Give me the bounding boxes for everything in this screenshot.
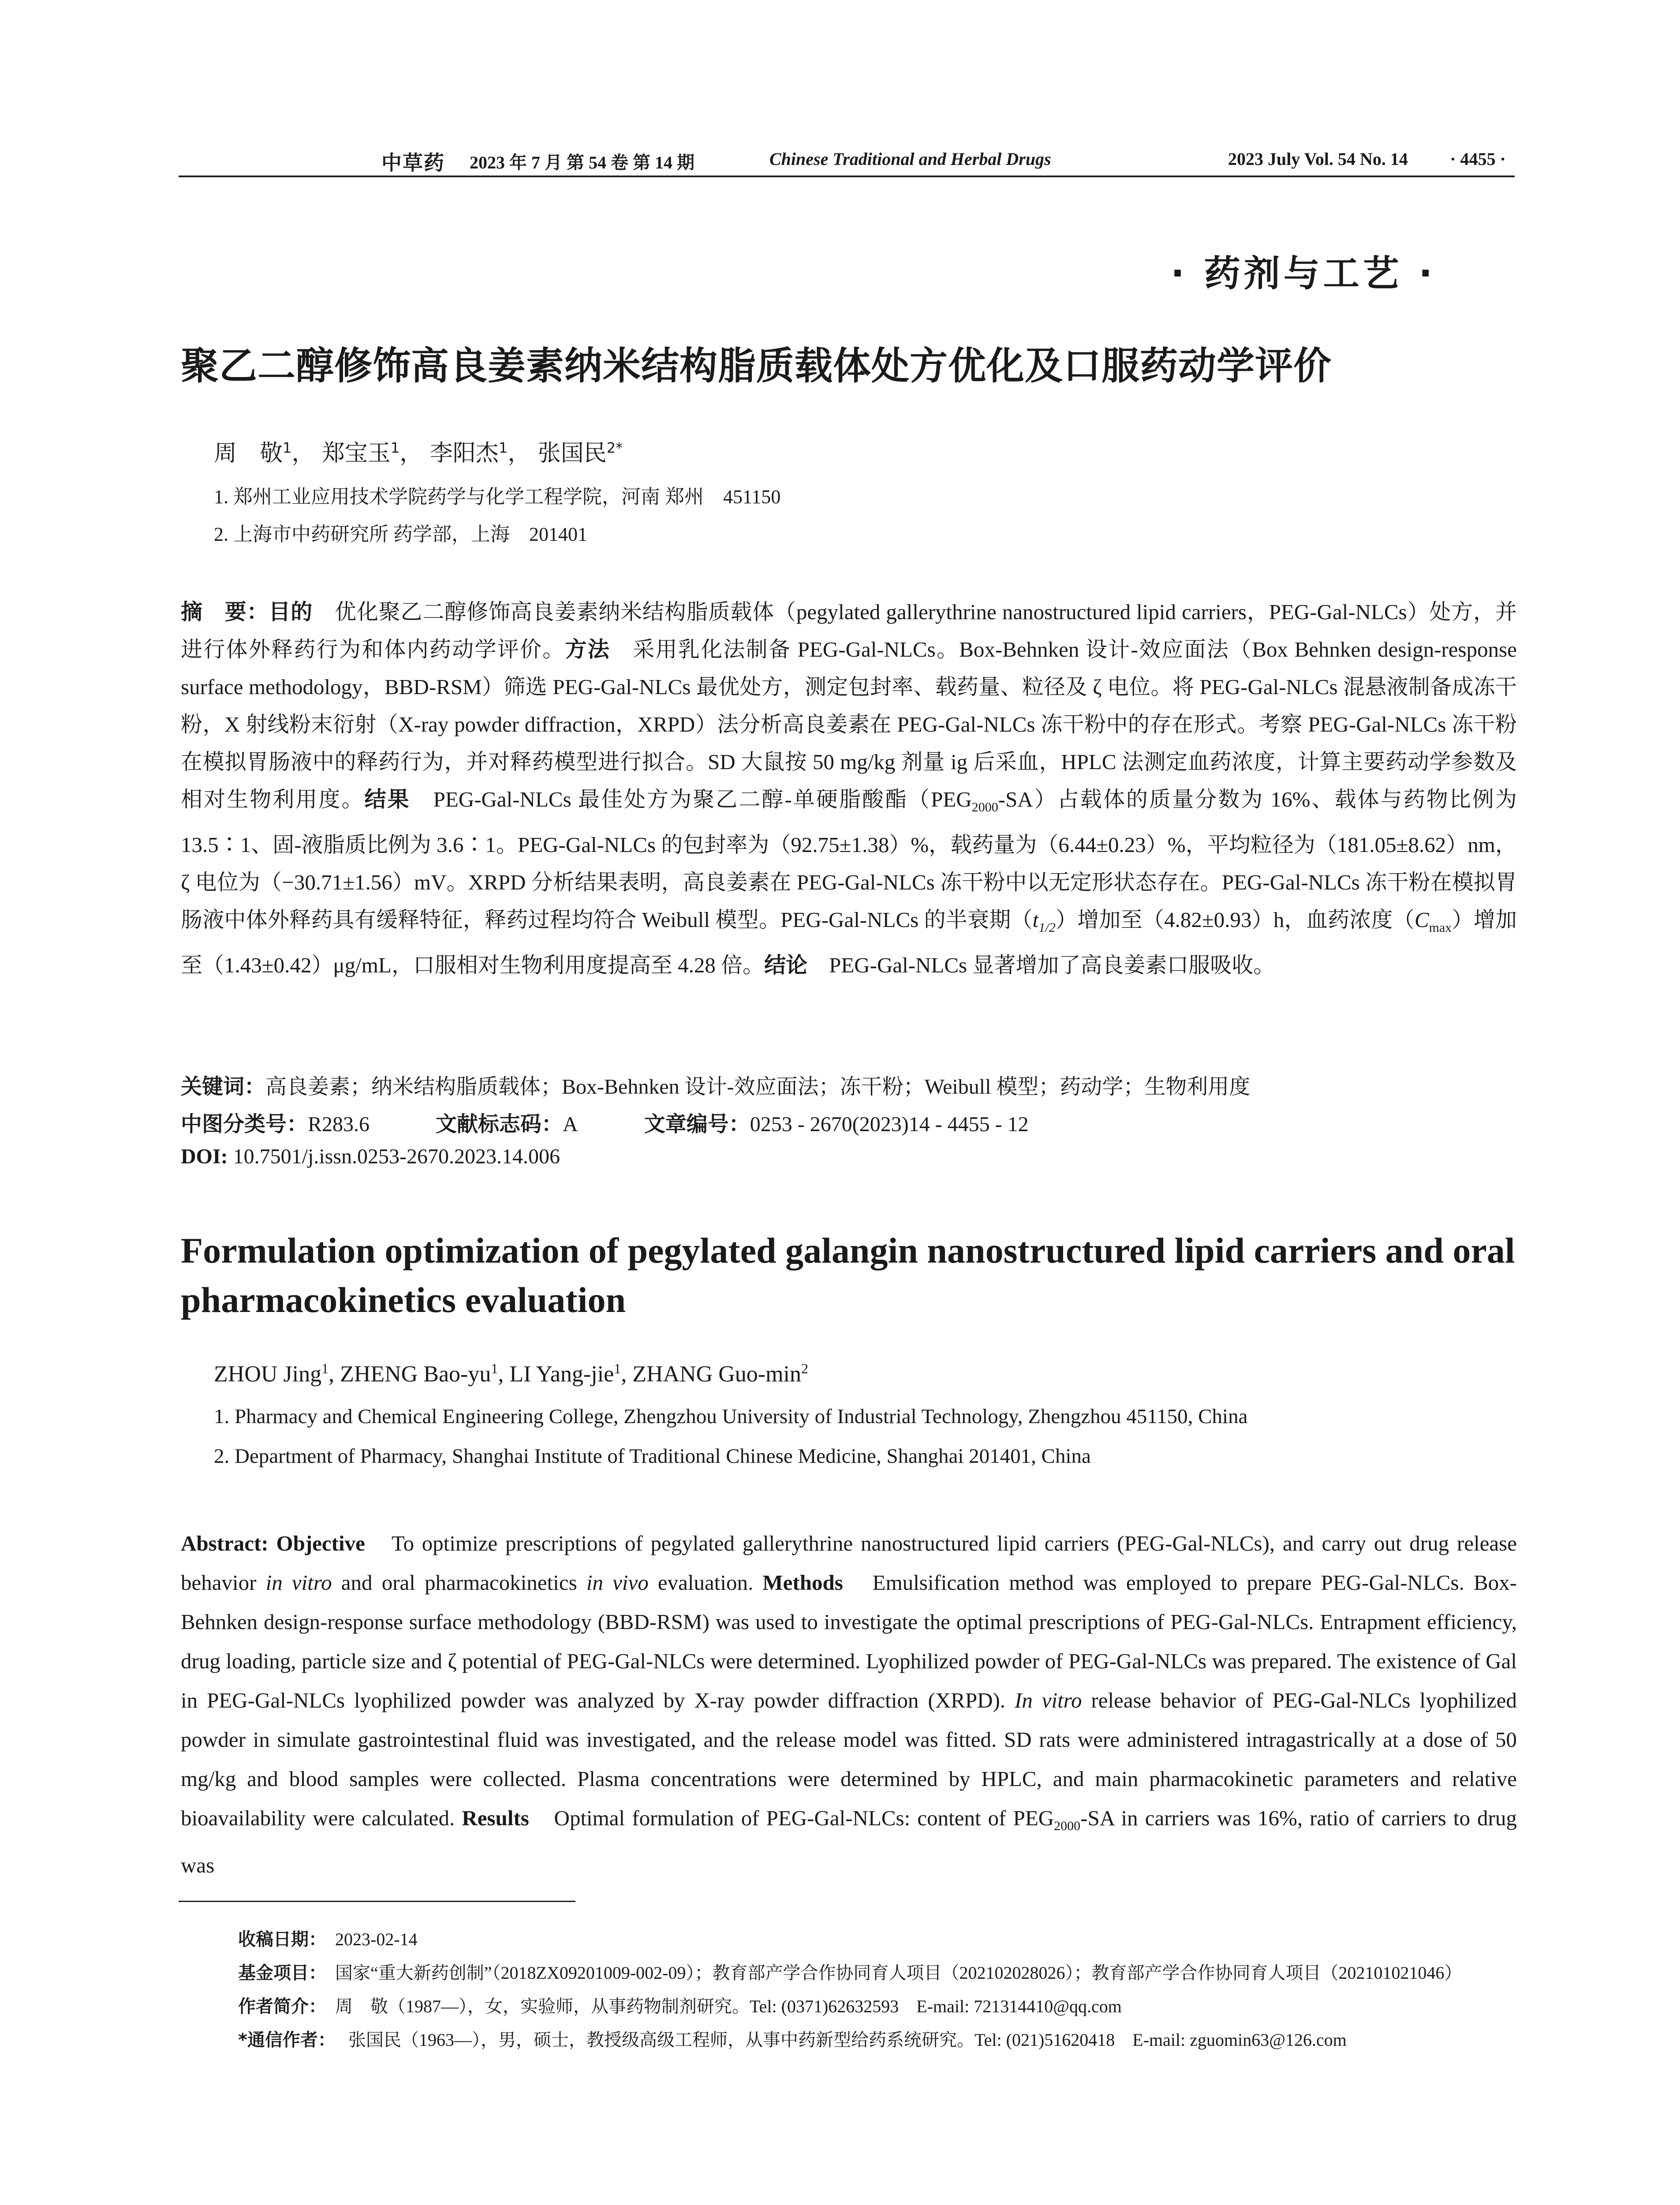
abstract-cn bbox=[181, 593, 1517, 984]
author-name: ZHOU Jing bbox=[214, 1361, 322, 1387]
classification-line bbox=[181, 1107, 1029, 1137]
author-name: 周 敬 bbox=[214, 440, 283, 467]
results-subscript: 2000 bbox=[971, 800, 998, 815]
methods-text: 采用乳化法制备 PEG-Gal-NLCs。Box-Behnken 设计-效应面法（Box Behnken design-response surface methodology，BBD-RSM）筛选 PEG-Gal-NLCs 最优处方，测定包封率、载药量、粒径及 ζ 电位。将 PEG-Gal-NLCs 混悬液制备成冻干粉，X 射线粉末衍射（X-ray powder diffraction，XRPD）法分析高良姜素在 PEG-Gal-NLCs 冻干粉中的存在形式。考察 PEG-Gal-NLCs 冻干粉在模拟胃肠液中的释药行为，并对释药模型进行拟合。SD 大鼠按 50 mg/kg 剂量 ig 后采血，HPLC 法测定血药浓度，计算主要药动学参数及相对生物利用度。 bbox=[181, 637, 1517, 811]
footnote-text: 国家“重大新药创制”（2018ZX09201009-002-09）；教育部产学合作协同育人项目（202102028026）；教育部产学合作协同育人项目（202101021046） bbox=[335, 1963, 1462, 1983]
author-affiliation-mark: 1 bbox=[321, 1360, 329, 1376]
title-en: Formulation optimization of pegylated galangin nanostructured lipid carriers and oral pharmacokinetics evaluation bbox=[181, 1230, 1515, 1320]
issue-info-cn: 2023 年 7 月 第 54 卷 第 14 期 bbox=[470, 153, 694, 172]
authors-cn: 周 敬$^1$， 郑宝玉$^1$， 李阳杰$^1$， 张国民$^{2*}$ bbox=[214, 439, 623, 467]
cmax-symbol: C bbox=[1414, 907, 1429, 932]
doi-line bbox=[181, 1144, 560, 1169]
journal-name-cn: 中草药 bbox=[381, 152, 445, 174]
conclusion-text: PEG-Gal-NLCs 显著增加了高良姜素口服吸收。 bbox=[807, 953, 1275, 977]
author-affiliation-mark: 2* bbox=[606, 439, 623, 456]
results-en-text: Optimal formulation of PEG-Gal-NLCs: content of PEG bbox=[529, 1806, 1054, 1830]
keywords-cn bbox=[181, 1069, 1250, 1100]
footnote-label: 收稿日期： bbox=[238, 1929, 326, 1950]
results-text: PEG-Gal-NLCs 最佳处方为聚乙二醇-单硬脂酸酯（PEG bbox=[410, 787, 972, 811]
page-number: · 4455 · bbox=[1450, 149, 1506, 169]
footnote-label: 基金项目： bbox=[238, 1963, 326, 1983]
results-en-label: Results bbox=[462, 1806, 529, 1830]
footnote-text: 张国民（1963—），男，硕士，教授级高级工程师，从事中药新型给药系统研究。Tel: (021)51620418 E-mail: zguomin63@126.com bbox=[348, 2030, 1347, 2050]
in-vitro-term: In vitro bbox=[1015, 1688, 1082, 1712]
objective-label: 目的 bbox=[269, 599, 313, 624]
results-text: -SA）占载体的质量分数为 16%、载体与药物比例为 13.5∶1、固-液脂质比例为 3.6∶1。PEG-Gal-NLCs 的包封率为（92.75±1.38）%，载药量为（6.44±0.23）%，平均粒径为（181.05±8.62）nm，ζ 电位为（−30.71±1.56）mV。XRPD 分析结果表明，高良姜素在 PEG-Gal-NLCs 冻干粉中以无定形状态存在。PEG-Gal-NLCs 冻干粉在模拟胃肠液中体外释药具有缓释特征，释药过程均符合 Weibull 模型。PEG-Gal-NLCs 的半衰期（ bbox=[181, 787, 1517, 932]
affiliation-cn-1: 1. 郑州工业应用技术学院药学与化学工程学院，河南 郑州 451150 bbox=[214, 486, 781, 508]
methods-en-text: release behavior of PEG-Gal-NLCs lyophilized powder in simulate gastrointestinal fluid was investigated, and the release model was fitted. SD rats were administered intragastrically at a dose of 50 mg/kg and blood samples were collected. Plasma concentrations were determined by HPLC, and main pharmacokinetic parameters and relative bioavailability were calculated. bbox=[181, 1688, 1517, 1830]
running-header bbox=[179, 143, 1515, 174]
results-text: ）增加至（4.82±0.93）h，血药浓度（ bbox=[1055, 907, 1415, 932]
results-en-text: -SA in carriers was 16%, ratio of carriers to drug was bbox=[181, 1806, 1517, 1877]
footnote-rule bbox=[179, 1901, 575, 1902]
author-name: ZHENG Bao-yu bbox=[340, 1361, 491, 1387]
footnote-corresponding bbox=[238, 2023, 1517, 2057]
results-en-subscript: 2000 bbox=[1054, 1818, 1081, 1833]
keywords-label: 关键词： bbox=[181, 1074, 266, 1099]
results-text: ）增加至（1.43±0.42）μg/mL，口服相对生物利用度提高至 4.28 倍。 bbox=[181, 907, 1517, 977]
half-life-symbol: t bbox=[1032, 907, 1039, 932]
document-code-value: A bbox=[563, 1113, 578, 1136]
methods-en-text: Emulsification method was employed to prepare PEG-Gal-NLCs. Box-Behnken design-response surface methodology (BBD-RSM) was used to investigate the optimal prescriptions of PEG-Gal-NLCs. Entrapment efficiency, drug loading, particle size and ζ potential of PEG-Gal-NLCs were determined. Lyophilized powder of PEG-Gal-NLCs was prepared. The existence of Gal in PEG-Gal-NLCs lyophilized powder was analyzed by X-ray powder diffraction (XRPD). bbox=[181, 1570, 1517, 1712]
objective-en-text: and oral pharmacokinetics bbox=[332, 1570, 586, 1595]
author-affiliation-mark: 2 bbox=[801, 1360, 808, 1376]
clc-value: R283.6 bbox=[308, 1113, 370, 1136]
author-name: 张国民 bbox=[538, 440, 607, 467]
author-affiliation-mark: 1 bbox=[498, 439, 508, 456]
article-number-label: 文章编号： bbox=[644, 1112, 750, 1136]
cmax-subscript: max bbox=[1429, 920, 1452, 935]
footnote-label: *通信作者： bbox=[238, 2030, 336, 2050]
abstract-en-label: Abstract: Objective bbox=[181, 1531, 365, 1555]
header-rule bbox=[179, 176, 1515, 177]
section-tag: · 药剂与工艺 · bbox=[1171, 253, 1436, 295]
footnote-received bbox=[238, 1923, 1517, 1956]
author-affiliation-mark: 1 bbox=[390, 439, 400, 456]
document-code-label: 文献标志码： bbox=[436, 1112, 563, 1136]
abstract-en bbox=[181, 1524, 1517, 1885]
footnote-text: 2023-02-14 bbox=[335, 1929, 418, 1949]
author-name: 李阳杰 bbox=[429, 440, 499, 467]
conclusion-label: 结论 bbox=[764, 952, 808, 978]
author-name: ZHANG Guo-min bbox=[632, 1361, 801, 1387]
clc-label: 中图分类号： bbox=[181, 1112, 308, 1136]
footnote-funding bbox=[238, 1956, 1517, 1990]
journal-name-en: Chinese Traditional and Herbal Drugs bbox=[769, 149, 1051, 169]
title-cn: 聚乙二醇修饰高良姜素纳米结构脂质载体处方优化及口服药动学评价 bbox=[181, 344, 1332, 388]
methods-label: 方法 bbox=[565, 637, 611, 662]
methods-en-label: Methods bbox=[762, 1570, 843, 1595]
doi-label: DOI: bbox=[181, 1145, 228, 1168]
in-vitro-term: in vitro bbox=[265, 1570, 332, 1595]
half-life-subscript: 1/2 bbox=[1038, 920, 1056, 935]
author-affiliation-mark: 1 bbox=[283, 439, 292, 456]
doi-value[interactable]: 10.7501/j.issn.0253-2670.2023.14.006 bbox=[228, 1145, 560, 1168]
footnote-label: 作者简介： bbox=[238, 1996, 326, 2017]
footnote-author-bio bbox=[238, 1990, 1517, 2023]
author-affiliation-mark: 1 bbox=[614, 1360, 621, 1376]
article-number-value: 0253 - 2670(2023)14 - 4455 - 12 bbox=[750, 1113, 1029, 1136]
issue-info-en: 2023 July Vol. 54 No. 14 bbox=[1228, 149, 1408, 169]
author-name: 郑宝玉 bbox=[321, 440, 391, 467]
keywords-text: 高良姜素；纳米结构脂质载体；Box-Behnken 设计-效应面法；冻干粉；Weibull 模型；药动学；生物利用度 bbox=[265, 1075, 1251, 1099]
in-vivo-term: in vivo bbox=[586, 1570, 649, 1595]
footnotes bbox=[238, 1923, 1517, 2057]
results-label: 结果 bbox=[364, 787, 411, 812]
affiliation-en-1: 1. Pharmacy and Chemical Engineering College, Zhengzhou University of Industrial Technology, Zhengzhou 451150, China bbox=[214, 1405, 1248, 1428]
authors-en: ZHOU Jing$^1$, ZHENG Bao-$yu^1$, LI Yang-jie$^1$, ZHANG Guo-$\min^2$ bbox=[214, 1360, 808, 1387]
footnote-text: 周 敬（1987—），女，实验师，从事药物制剂研究。Tel: (0371)62632593 E-mail: 721314410@qq.com bbox=[335, 1996, 1122, 2016]
objective-text: 优化聚乙二醇修饰高良姜素纳米结构脂质载体（pegylated gallerythrine nanostructured lipid carriers，PEG-Gal-NLCs）处方，并进行体外释药行为和体内药动学评价。 bbox=[181, 600, 1517, 662]
author-name: LI Yang-jie bbox=[509, 1361, 614, 1387]
affiliation-cn-2: 2. 上海市中药研究所 药学部，上海 201401 bbox=[214, 523, 587, 545]
objective-en-text: evaluation. bbox=[648, 1570, 763, 1595]
objective-en-text: To optimize prescriptions of pegylated gallerythrine nanostructured lipid carriers (PEG-Gal-NLCs), and carry out drug release behavior bbox=[181, 1531, 1517, 1595]
author-affiliation-mark: 1 bbox=[491, 1360, 498, 1376]
abstract-label: 摘 要： bbox=[181, 599, 269, 624]
affiliation-en-2: 2. Department of Pharmacy, Shanghai Institute of Traditional Chinese Medicine, Shanghai 201401, China bbox=[214, 1445, 1091, 1468]
